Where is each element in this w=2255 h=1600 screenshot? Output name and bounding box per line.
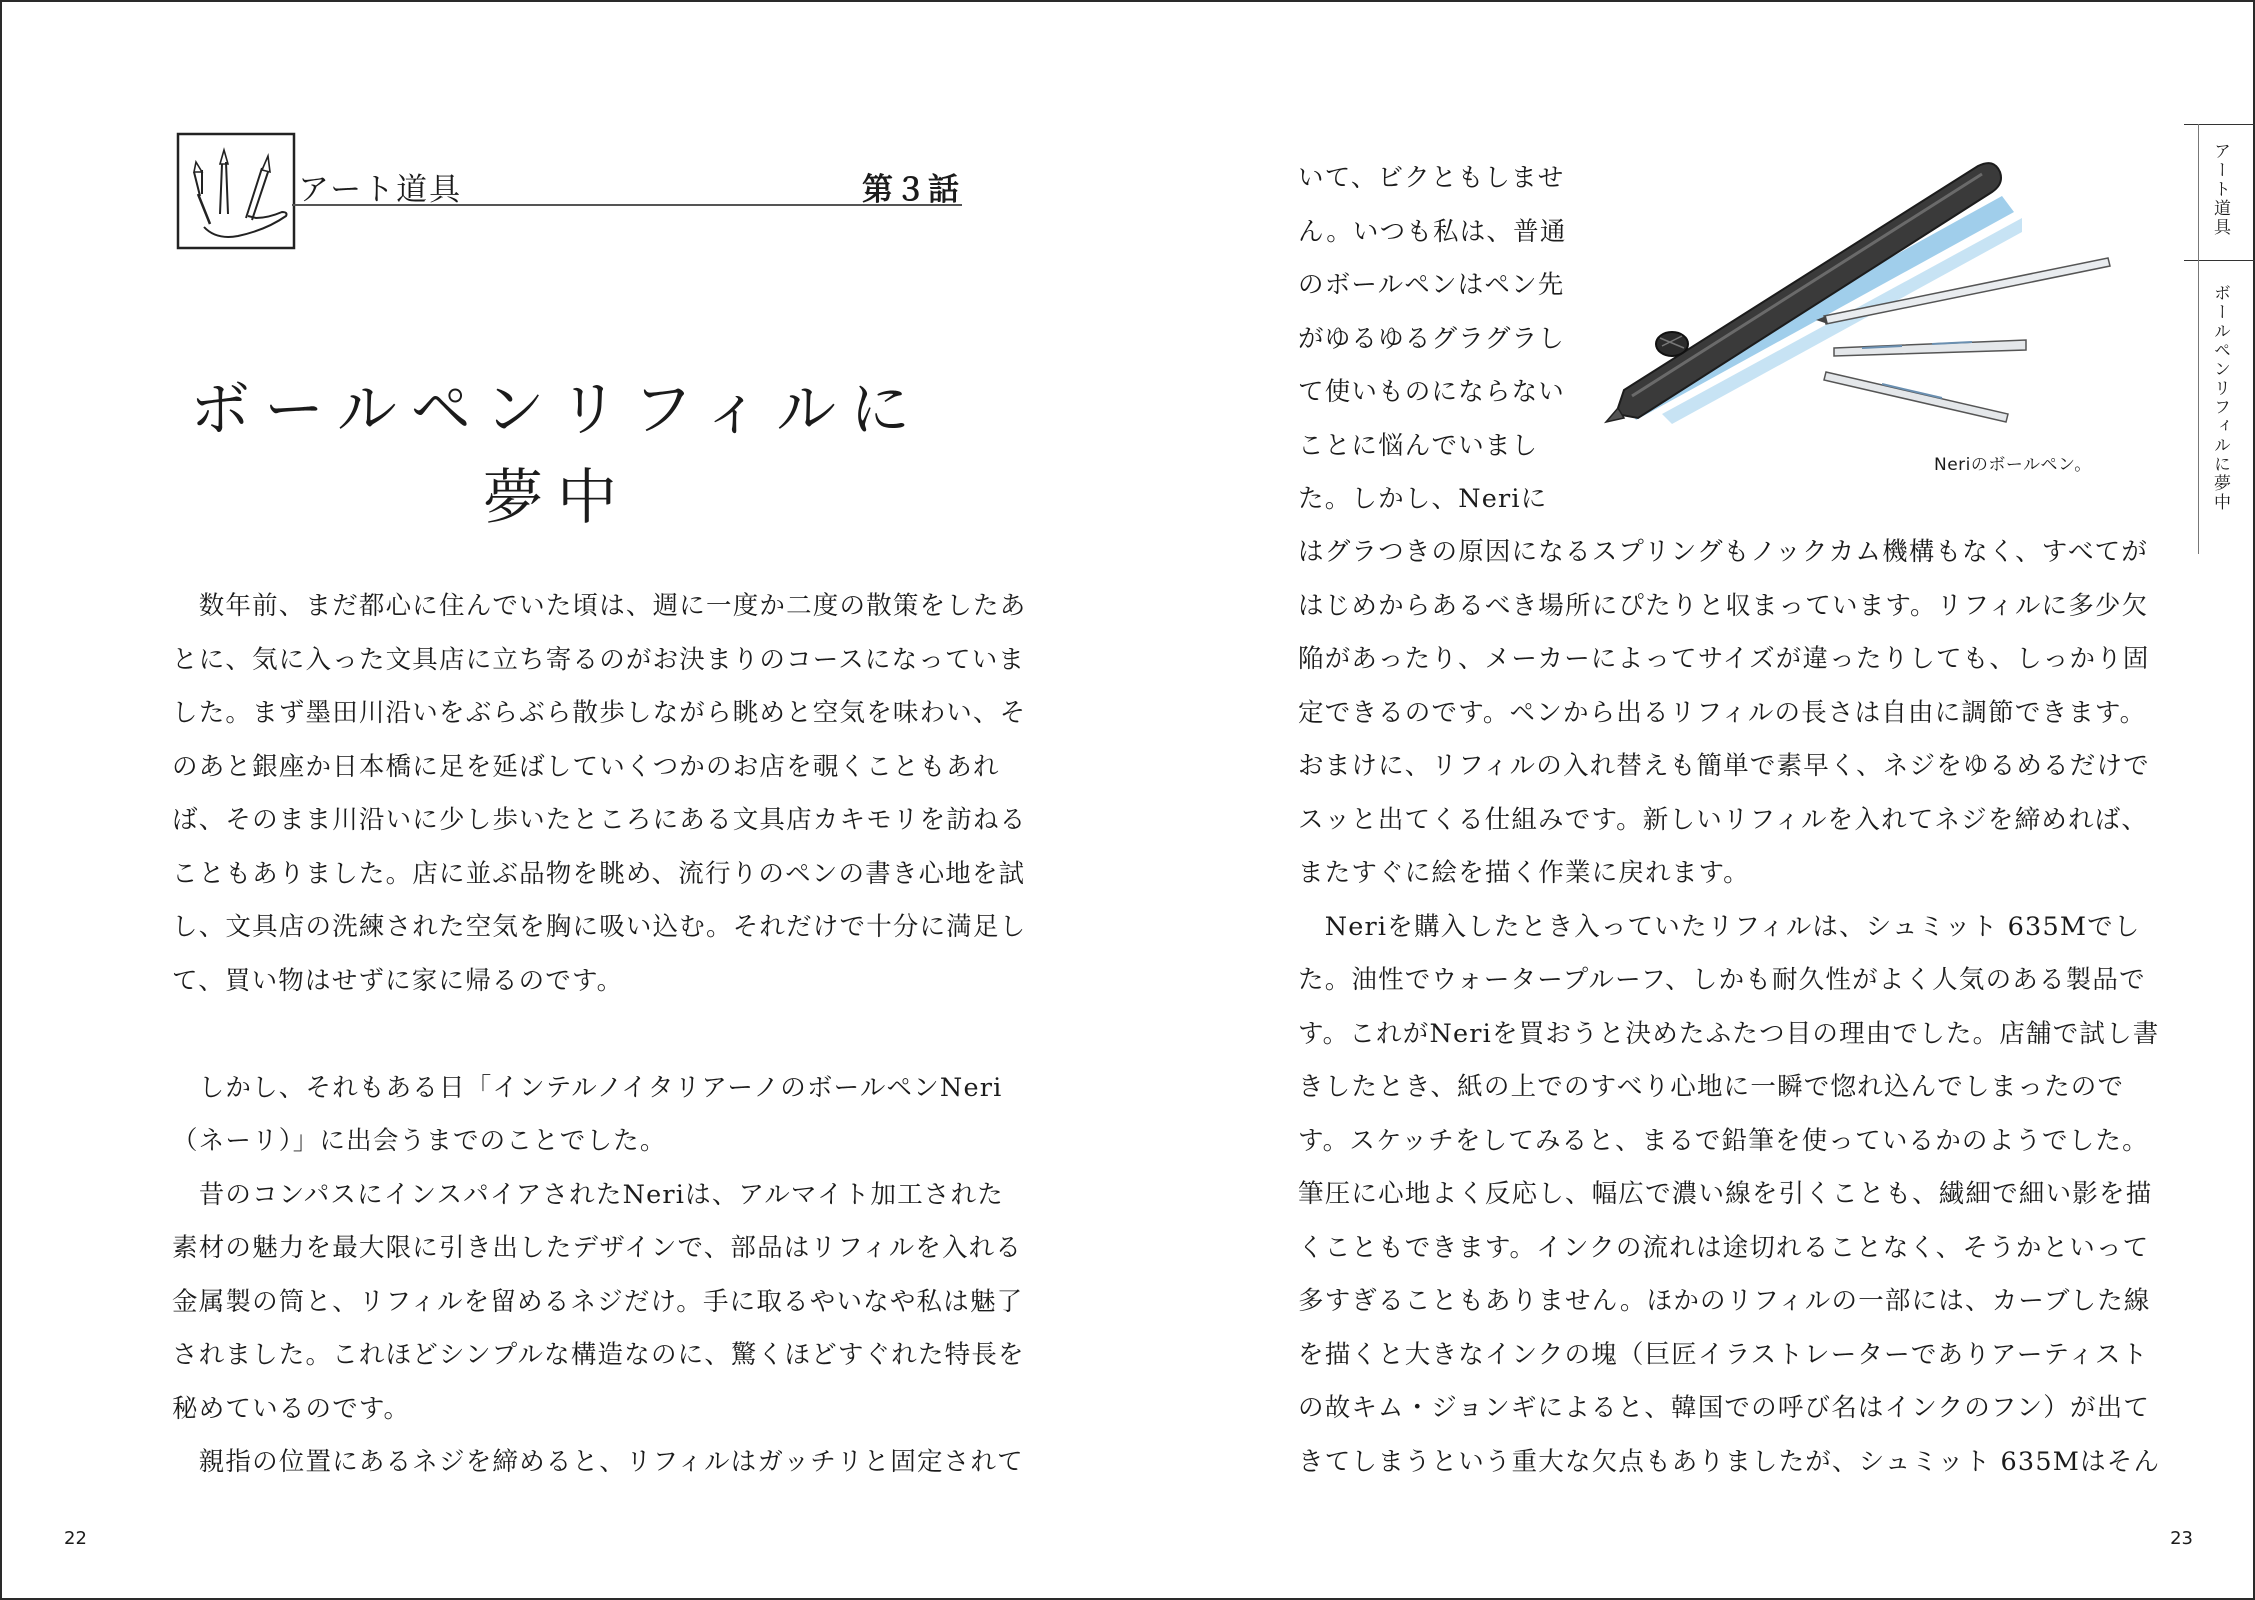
- text-line: きてしまうという重大な欠点もありましたが、シュミット 635Mはそん: [1298, 1446, 2161, 1477]
- text-line: こともありました。店に並ぶ品物を眺め、流行りのペンの書き心地を試: [172, 858, 1026, 889]
- text-line: （ネーリ）」に出会うまでのことでした。: [172, 1126, 667, 1156]
- text-line: し、文具店の洗練された空気を胸に吸い込む。それだけで十分に満足し: [172, 912, 1027, 942]
- text-line: た。油性でウォータープルーフ、しかも耐久性がよく人気のある製品で: [1298, 965, 2146, 995]
- text-line: て、買い物はせずに家に帰るのです。: [172, 965, 624, 996]
- text-line: とに、気に入った文具店に立ち寄るのがお決まりのコースになっていま: [172, 644, 1026, 675]
- text-line: た。しかし、Neriに: [1298, 484, 1548, 514]
- text-line: 多すぎることもありません。ほかのリフィルの一部には、カーブした線: [1298, 1286, 2151, 1316]
- text-line: くこともできます。インクの流れは途切れることなく、そうかといって: [1298, 1232, 2150, 1263]
- text-line: のあと銀座か日本橋に足を延ばしていくつかのお店を覗くこともあれ: [172, 751, 1000, 782]
- page-number-right: 23: [2170, 1528, 2193, 1549]
- chapter-title-line-2: 夢中: [483, 463, 631, 534]
- text-line: 秘めているのです。: [172, 1393, 411, 1424]
- ballpoint-pen-illustration: [1602, 152, 2122, 452]
- illustration-caption: Neriのボールペン。: [1934, 455, 2092, 475]
- page-number-left: 22: [64, 1528, 87, 1549]
- chapter-title-line-1: ボールペンリフィルに: [190, 375, 924, 446]
- text-line: 素材の魅力を最大限に引き出したデザインで、部品はリフィルを入れる: [172, 1233, 1023, 1263]
- text-line: はじめからあるべき場所にぴたりと収まっています。リフィルに多少欠: [1298, 590, 2149, 621]
- text-line: て使いものにならない: [1298, 377, 1566, 407]
- text-line: がゆるゆるグラグラし: [1298, 323, 1566, 354]
- right-page-body: [1298, 526, 2161, 1489]
- text-line: 親指の位置にあるネジを締めると、リフィルはガッチリと固定されて: [172, 1447, 1024, 1477]
- text-line: を描くと大きなインクの塊（巨匠イラストレーターでありアーティスト: [1298, 1339, 2149, 1370]
- text-line: 陥があったり、メーカーによってサイズが違ったりしても、しっかり固: [1298, 644, 2150, 674]
- text-line: はグラつきの原因になるスプリングもノックカム機構もなく、すべてが: [1298, 537, 2149, 567]
- text-line: スッと出てくる仕組みです。新しいリフィルを入れてネジを締めれば、: [1298, 804, 2149, 835]
- text-line: されました。これほどシンプルな構造なのに、驚くほどすぐれた特長を: [172, 1340, 1025, 1370]
- side-tab-category: アート道具: [2210, 142, 2230, 237]
- text-line: 定できるのです。ペンから出るリフィルの長さは自由に調節できます。: [1298, 697, 2147, 728]
- text-line: 金属製の筒と、リフィルを留めるネジだけ。手に取るやいなや私は魅了: [172, 1286, 1024, 1317]
- text-line: 数年前、まだ都心に住んでいた頃は、週に一度か二度の散策をしたあ: [172, 591, 1027, 621]
- text-line: す。これがNeriを買おうと決めたふたつ目の理由でした。店舗で試し書: [1298, 1018, 2160, 1049]
- paragraph-gap: [172, 1008, 962, 1062]
- text-line: しかし、それもある日「インテルノイタリアーノのボールペンNeri: [172, 1072, 1003, 1103]
- text-line: ば、そのまま川沿いに少し歩いたところにある文具店カキモリを訪ねる: [172, 805, 1027, 835]
- side-tab-line: [2198, 124, 2199, 554]
- text-line: ん。いつも私は、普通: [1298, 216, 1567, 247]
- chapter-category: アート道具: [298, 172, 463, 208]
- hand-with-pens-icon: [176, 132, 296, 250]
- right-page-wrapped-text: [1298, 152, 1567, 527]
- text-line: きしたとき、紙の上でのすべり心地に一瞬で惚れ込んでしまったので: [1298, 1072, 2125, 1102]
- text-line: した。まず墨田川沿いをぶらぶら散歩しながら眺めと空気を味わい、そ: [172, 698, 1027, 728]
- text-line: おまけに、リフィルの入れ替えも簡単で素早く、ネジをゆるめるだけで: [1298, 751, 2150, 781]
- text-line: ことに悩んでいまし: [1298, 430, 1539, 461]
- side-tab-title: ボールペンリフィルに夢中: [2210, 284, 2230, 512]
- text-line: のボールペンはペン先: [1298, 270, 1565, 300]
- text-line: Neriを購入したとき入っていたリフィルは、シュミット 635Mでし: [1298, 911, 2141, 942]
- side-tab-rule-top: [2184, 124, 2255, 125]
- text-line: いて、ビクともしませ: [1298, 163, 1565, 193]
- text-line: 昔のコンパスにインスパイアされたNeriは、アルマイト加工された: [172, 1179, 1005, 1210]
- chapter-number: 第３話: [862, 172, 961, 208]
- text-line: 筆圧に心地よく反応し、幅広で濃い線を引くことも、繊細で細い影を描: [1298, 1179, 2153, 1209]
- text-line: す。スケッチをしてみると、まるで鉛筆を使っているかのようでした。: [1298, 1125, 2149, 1156]
- text-line: の故キム・ジョンギによると、韓国での呼び名はインクのフン）が出て: [1298, 1393, 2151, 1423]
- left-page-body: [172, 580, 1027, 1490]
- text-line: またすぐに絵を描く作業に戻れます。: [1298, 858, 1750, 888]
- side-tab-rule-middle: [2184, 260, 2255, 261]
